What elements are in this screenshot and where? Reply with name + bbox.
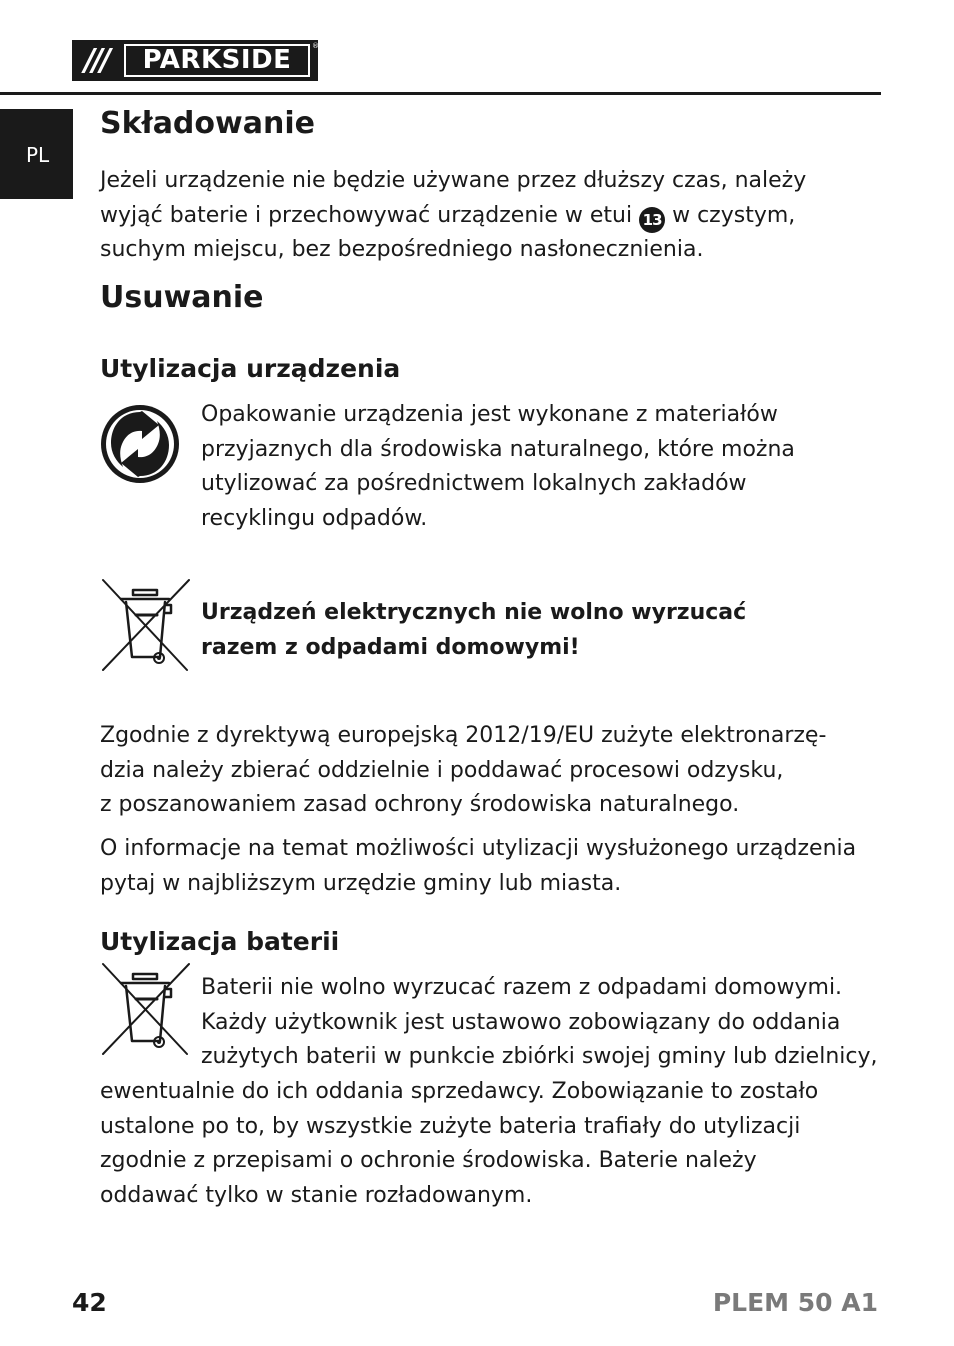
paragraph-line: przyjaznych dla środowiska naturalnego, które można (201, 436, 795, 462)
logo-slashes: /// (84, 43, 108, 78)
storage-line: wyjąć baterie i przechowywać urządzenie w etui 13 w czystym, (100, 199, 806, 234)
battery-disposal-heading: Utylizacja baterii (100, 927, 340, 956)
disposal-info-paragraph (100, 832, 856, 901)
paragraph-line: Zgodnie z dyrektywą europejską 2012/19/EU zużyte elektronarzę- (100, 723, 827, 748)
warning-line: razem z odpadami domowymi! (201, 634, 580, 660)
paragraph-line: z poszanowaniem zasad ochrony środowiska naturalnego. (100, 792, 740, 817)
header-rule (0, 92, 881, 95)
paragraph-line: zgodnie z przepisami o ochronie środowiska. Baterie należy (100, 1148, 757, 1173)
crossed-out-wheelie-bin-icon (99, 577, 191, 673)
green-dot-recycling-icon (99, 403, 183, 485)
storage-line: Jeżeli urządzenie nie będzie używane przez dłuższy czas, należy (100, 168, 807, 193)
language-code: PL (26, 143, 50, 167)
paragraph-line: ewentualnie do ich oddania sprzedawcy. Zobowiązanie to zostało (100, 1079, 819, 1104)
warning-line: Urządzeń elektrycznych nie wolno wyrzucać (201, 600, 747, 625)
paragraph-line: Każdy użytkownik jest ustawowo zobowiązany do oddania (201, 1009, 841, 1035)
weee-directive-paragraph (100, 719, 826, 823)
parkside-logo (72, 40, 318, 81)
disposal-heading: Usuwanie (100, 280, 264, 315)
device-disposal-heading: Utylizacja urządzenia (100, 354, 401, 383)
storage-line: suchym miejscu, bez bezpośredniego nasłonecznienia. (100, 237, 704, 262)
language-tab (0, 109, 73, 199)
crossed-out-wheelie-bin-icon (99, 961, 191, 1057)
part-number-badge: 13 (639, 207, 665, 233)
battery-disposal-paragraph-intro (201, 971, 877, 1075)
paragraph-line: Baterii nie wolno wyrzucać razem z odpadami domowymi. (201, 975, 843, 1000)
paragraph-line: ustalone po to, by wszystkie zużyte bateria trafiały do utylizacji (100, 1113, 801, 1139)
registered-mark: ® (312, 42, 319, 50)
device-disposal-paragraph (201, 398, 795, 536)
storage-heading: Składowanie (100, 106, 315, 141)
paragraph-line: O informacje na temat możliwości utylizacji wysłużonego urządzenia (100, 836, 857, 861)
paragraph-line: utylizować za pośrednictwem lokalnych zakładów (201, 471, 747, 496)
logo-wordmark: PARKSIDE (124, 44, 310, 77)
paragraph-line: Opakowanie urządzenia jest wykonane z materiałów (201, 402, 778, 427)
paragraph-line: pytaj w najbliższym urzędzie gminy lub miasta. (100, 870, 622, 896)
paragraph-line: recyklingu odpadów. (201, 505, 428, 531)
model-number: PLEM 50 A1 (712, 1288, 878, 1317)
storage-paragraph (100, 164, 806, 268)
page-number: 42 (72, 1288, 107, 1317)
paragraph-line: oddawać tylko w stanie rozładowanym. (100, 1182, 533, 1208)
battery-disposal-paragraph-rest (100, 1075, 818, 1213)
paragraph-line: dzia należy zbierać oddzielnie i poddawać procesowi odzysku, (100, 757, 784, 783)
paragraph-line: zużytych baterii w punkcie zbiórki swojej gminy lub dzielnicy, (201, 1044, 878, 1069)
electrical-waste-warning (201, 596, 746, 665)
